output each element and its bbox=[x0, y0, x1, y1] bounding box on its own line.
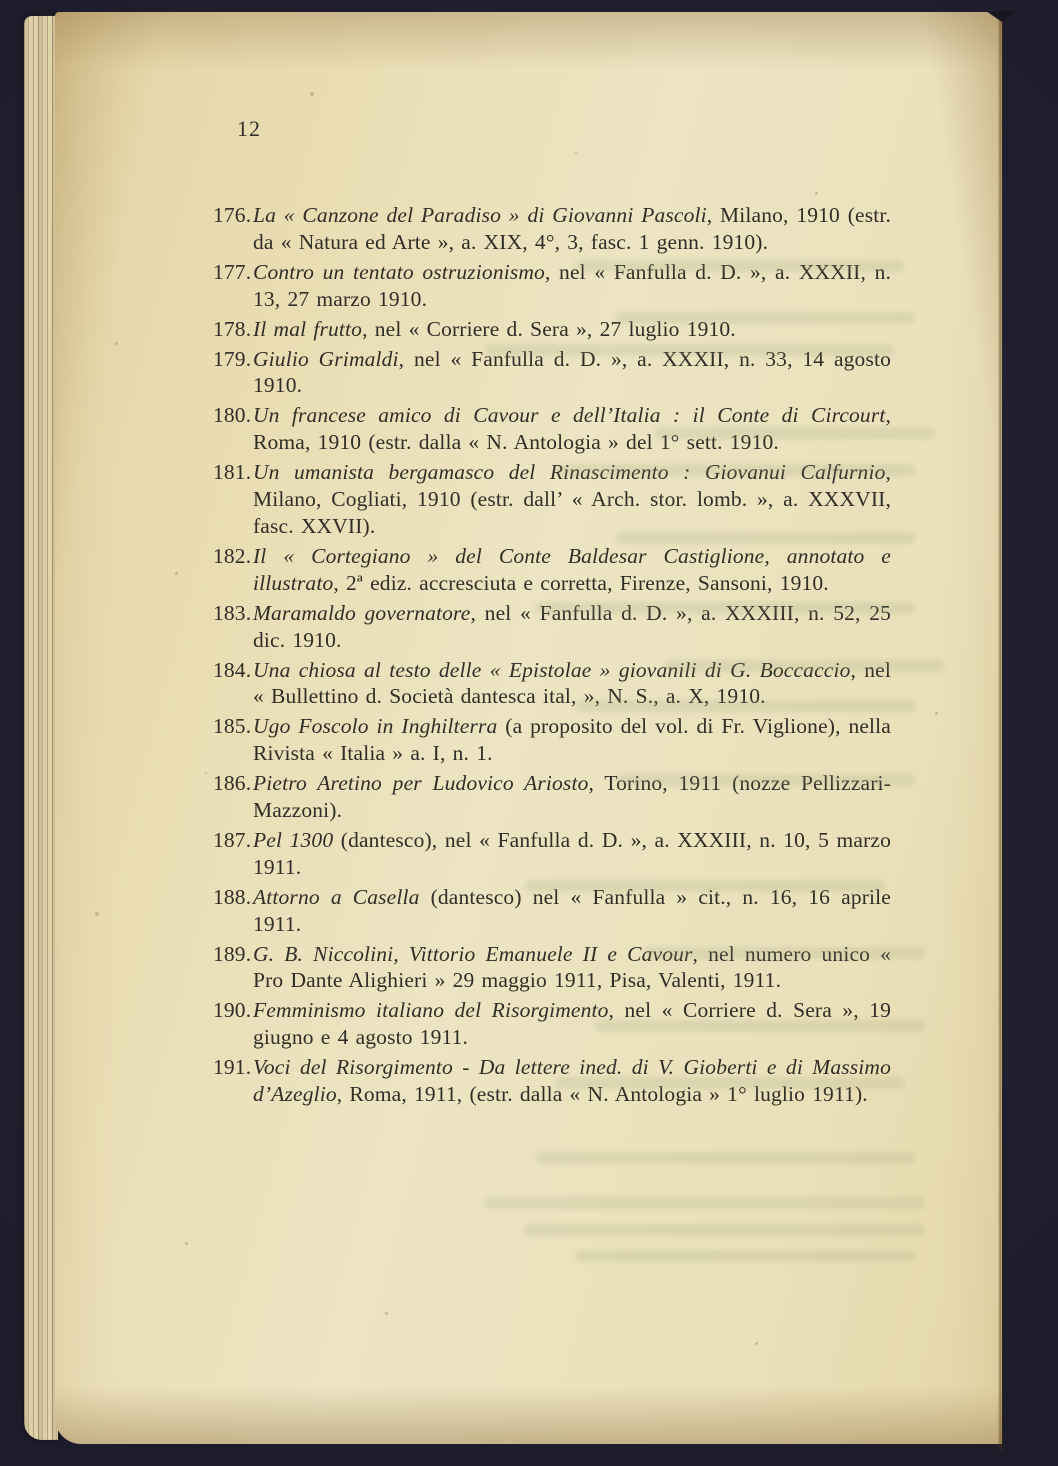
entry-title: Il mal frutto bbox=[253, 316, 363, 341]
paper-speckle bbox=[175, 572, 178, 575]
page-number: 12 bbox=[237, 116, 261, 141]
entry-number: 187. bbox=[213, 827, 252, 852]
entry-number: 182. bbox=[213, 543, 252, 568]
show-through-ghost-line bbox=[535, 602, 915, 614]
show-through-ghost-line bbox=[595, 1020, 925, 1032]
entry-detail: , nel « Corriere d. Sera », 27 luglio 1910. bbox=[362, 316, 736, 341]
paper-speckle bbox=[95, 912, 99, 916]
entry-detail: , Torino, 1911 (nozze Pellizzari-Mazzoni). bbox=[253, 771, 891, 823]
paper-speckle bbox=[185, 1242, 188, 1245]
entry-detail: , Roma, 1910 (estr. dalla « N. Antologia » del 1° sett. 1910. bbox=[253, 403, 891, 455]
show-through-ghost-line bbox=[615, 532, 915, 544]
entry-number: 183. bbox=[213, 600, 252, 625]
bibliography-entry bbox=[213, 713, 891, 767]
entry-detail: , 2ª ediz. accresciuta e corretta, Firenze, Sansoni, 1910. bbox=[333, 570, 829, 595]
book-page bbox=[55, 12, 1002, 1444]
bibliography-entry bbox=[213, 827, 891, 881]
entry-number: 176. bbox=[213, 203, 252, 227]
show-through-ghost-line bbox=[575, 700, 915, 712]
entry-number: 186. bbox=[213, 771, 252, 796]
entry-number: 181. bbox=[213, 460, 252, 485]
paper-speckle bbox=[575, 152, 577, 154]
entry-number: 185. bbox=[213, 714, 252, 739]
show-through-ghost-line bbox=[555, 464, 915, 476]
entry-detail: (dantesco), nel « Fanfulla d. D. », a. XXXIII, n. 10, 5 marzo 1911. bbox=[253, 827, 891, 879]
show-through-ghost-line bbox=[485, 344, 895, 356]
paper-speckle bbox=[385, 1312, 388, 1315]
entry-detail: , nel numero unico « Pro Dante Alighieri » 29 maggio 1911, Pisa, Valenti, 1911. bbox=[253, 941, 891, 993]
entry-detail: , Milano, Cogliati, 1910 (estr. dall’ « Arch. stor. lomb. », a. XXXVII, fasc. XXVII). bbox=[253, 460, 891, 538]
entry-number: 184. bbox=[213, 657, 252, 682]
show-through-ghost-line bbox=[485, 1197, 925, 1209]
bibliography-entry bbox=[213, 202, 891, 256]
paper-speckle bbox=[755, 1342, 758, 1345]
show-through-ghost-line bbox=[535, 1152, 915, 1164]
entry-title: Attorno a Casella bbox=[253, 884, 420, 909]
entry-title: Voci del Risorgimento - Da lettere ined. di V. Gioberti e di Massimo d’Azeglio bbox=[253, 1055, 891, 1107]
entry-detail: , nel « Fanfulla d. D. », a. XXXII, n. 13, 27 marzo 1910. bbox=[253, 259, 892, 311]
show-through-ghost-line bbox=[575, 260, 905, 272]
entry-detail: , nel « Corriere d. Sera », 19 giugno e 4 agosto 1911. bbox=[253, 998, 891, 1050]
entry-list bbox=[213, 202, 891, 1111]
entry-detail: , Roma, 1911, (estr. dalla « N. Antologia » 1° luglio 1911). bbox=[336, 1082, 868, 1107]
entry-title: Un francese amico di Cavour e dell’Italia : il Conte di Circourt bbox=[253, 403, 886, 428]
entry-detail: , nel « Fanfulla d. D. », a. XXXIII, n. 52, 25 dic. 1910. bbox=[253, 600, 891, 652]
entry-title: Un umanista bergamasco del Rinascimento : Giovanui Calfurnio bbox=[253, 460, 886, 485]
paper-speckle bbox=[935, 712, 938, 715]
entry-title: Contro un tentato ostruzionismo bbox=[253, 259, 545, 284]
paper-speckle bbox=[815, 192, 818, 195]
show-through-ghost-line bbox=[525, 1224, 925, 1236]
entry-number: 188. bbox=[213, 884, 252, 909]
show-through-ghost-line bbox=[645, 947, 925, 959]
entry-title: G. B. Niccolini, Vittorio Emanuele II e Cavour bbox=[253, 941, 693, 966]
entry-number: 190. bbox=[213, 998, 252, 1023]
show-through-ghost-line bbox=[615, 774, 915, 786]
entry-title: Il « Cortegiano » del Conte Baldesar Castiglione, annotato e illustrato bbox=[253, 543, 891, 595]
paper-speckle bbox=[115, 342, 118, 345]
entry-detail: (a proposito del vol. di Fr. Viglione), nella Rivista « Italia » a. I, n. 1. bbox=[253, 714, 891, 766]
show-through-ghost-line bbox=[525, 880, 885, 892]
entry-number: 177. bbox=[213, 259, 252, 284]
entry-title: Femminismo italiano del Risorgimento bbox=[253, 998, 609, 1023]
entry-title: Pietro Aretino per Ludovico Ariosto bbox=[253, 771, 589, 796]
page-edge-stack bbox=[24, 16, 58, 1440]
entry-number: 178. bbox=[213, 316, 252, 341]
entry-title: Ugo Foscolo in Inghilterra bbox=[253, 714, 498, 739]
adjacent-page-edge bbox=[1003, 20, 1058, 1452]
entry-number: 191. bbox=[213, 1055, 252, 1080]
entry-number: 189. bbox=[213, 941, 252, 966]
entry-detail: , nel « Fanfulla d. D. », a. XXXII, n. 33, 14 agosto 1910. bbox=[253, 346, 891, 398]
entry-detail: , Milano, 1910 (estr. da « Natura ed Arte », a. XIX, 4°, 3, fasc. 1 genn. 1910). bbox=[253, 203, 891, 254]
entry-detail: , nel « Bullettino d. Società dantesca ital, », N. S., a. X, 1910. bbox=[253, 657, 891, 709]
entry-title: Maramaldo governatore bbox=[253, 600, 471, 625]
entry-number: 179. bbox=[213, 346, 252, 371]
entry-title: La « Canzone del Paradiso » di Giovanni Pascoli bbox=[253, 203, 707, 227]
show-through-ghost-line bbox=[575, 1250, 915, 1262]
show-through-ghost-line bbox=[665, 660, 945, 672]
entry-title: Pel 1300 bbox=[253, 827, 334, 852]
entry-title: Giulio Grimaldi bbox=[253, 346, 399, 371]
show-through-ghost-line bbox=[655, 427, 935, 439]
show-through-ghost-line bbox=[615, 312, 915, 324]
bibliography-entry bbox=[213, 543, 891, 597]
paper-speckle bbox=[205, 772, 207, 774]
entry-number: 180. bbox=[213, 403, 252, 428]
paper-speckle bbox=[875, 1072, 878, 1075]
binding-notch bbox=[986, 11, 1018, 22]
paper-speckle bbox=[310, 92, 314, 96]
entry-title: Una chiosa al testo delle « Epistolae » giovanili di G. Boccaccio bbox=[253, 657, 851, 682]
show-through-ghost-line bbox=[555, 1077, 905, 1089]
entry-detail: (dantesco) nel « Fanfulla » cit., n. 16, 16 aprile 1911. bbox=[253, 884, 891, 936]
